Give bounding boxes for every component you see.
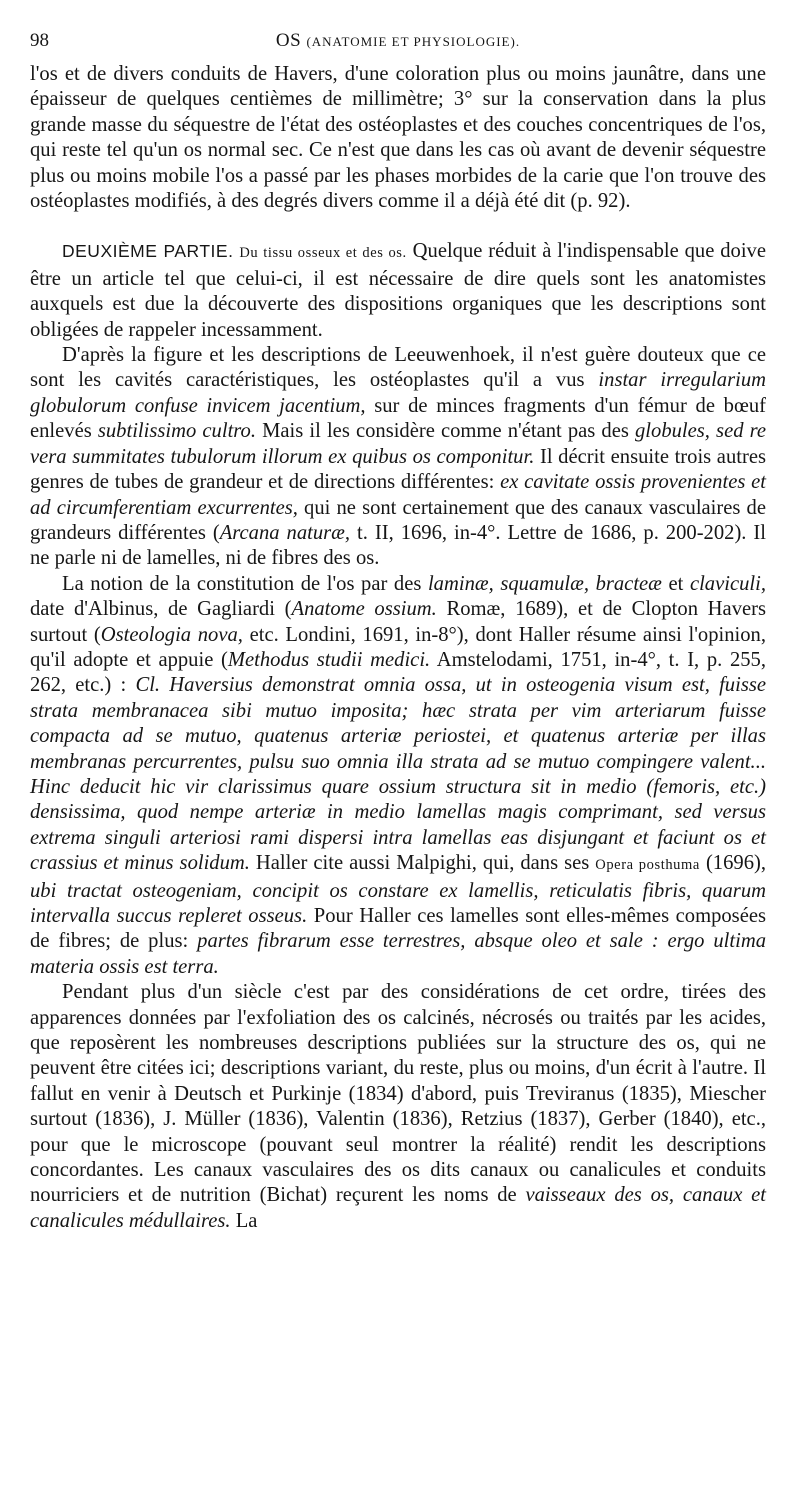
latin-quote: subtilissimo cultro. (97, 420, 256, 443)
text-run: Mais il les considère comme n'étant pas des (255, 420, 635, 443)
text-run: Pendant plus d'un siècle c'est par des considérations de cet ordre, tirées des apparences données par l'exfoliation des os calcinés, nécrosés ou traités par les acides, que reposèrent les nombreuses descriptions publiées sur la structure des os, qui ne peuvent être citées ici; descriptions variant, du reste, plus ou moins, d'un écrit à l'autre. Il fallut en venir à Deutsch et Purkinje (1834) d'abord, puis Treviranus (1835), Miescher surtout (1836), J. Müller (1836), Valentin (1836), Retzius (1837), Gerber (1840), etc., pour que le microscope (pouvant seul montrer la réalité) rendit les descriptions concordantes. Les canaux vasculaires des os dits canaux ou canalicules et conduits nourriciers et de nutrition (Bichat) reçurent les noms de (30, 981, 766, 1207)
page-number: 98 (30, 30, 49, 51)
text-run: qui ne sont certainement que des canaux vasculaires de grandeurs différentes ( (30, 496, 766, 544)
paragraph-sequestre (30, 62, 766, 214)
text-run: (1696), (699, 852, 766, 875)
book-title: Anatome ossium. (291, 598, 437, 621)
text-run: Amstelodami, 1751, in-4°, t. I, p. 255, 262, etc.) : (30, 648, 766, 697)
latin-quote: globules, sed re vera summitates tubulorum illorum ex quibus os componitur. (30, 420, 767, 468)
text-run: sur de minces fragments d'un fémur de bœuf enlevés (30, 394, 766, 443)
latin-quote: Cl. Haversius demonstrat omnia ossa, ut in osteogenia visum est, fuisse strata membranacea sibi mutuo imposita; hæc strata per vim arteriarum fuisse compacta ad se mutuo, quatenus arteriæ periostei, et quatenus arteriæ per illas membranas percurrentes, pulsu suo omnia illa strata ad se mutuo compingere valent... Hinc deducit hic vir clarissimus quare ossium structura sit in medio (femoris, etc.) densissima, quod nempe arteriæ in medio lamellas magis comprimant, sed versus extrema singuli arteriosi rami dispersi intra lamellas eas disjungant et faciunt os et crassius et minus solidum. (30, 674, 766, 875)
latin-quote: instar irregularium globulorum confuse invicem jacentium, (30, 369, 767, 417)
part-heading: DEUXIÈME PARTIE. (62, 241, 234, 262)
text-run: Haller cite aussi Malpighi, qui, dans ses (249, 852, 596, 875)
text-run: Quelque réduit à l'indispensable que doive être un article tel que celui-ci, il est nécessaire de dire quels sont les anatomistes auxquels est due la découverte des dispositions organiques que les descriptions sont obligées de rappeler incessamment. (30, 240, 766, 341)
part-spacer (30, 214, 766, 239)
book-title: Methodus studii medici. (227, 648, 431, 671)
text-run: l'os et de divers conduits de Havers, d'une coloration plus ou moins jaunâtre, dans une épaisseur de quelques centièmes de millimètre; 3° sur la conservation dans la plus grande masse du séquestre de l'état des ostéoplastes et des couches concentriques de l'os, qui reste tel qu'un os normal sec. Ce n'est que dans les cas où avant de devenir séquestre plus ou moins mobile l'os a passé par les phases morbides de la carie que l'on trouve des ostéoplastes modifiés, à des degrés divers comme il a déjà été dit (p. 92). (30, 63, 766, 213)
term-italic: vaisseaux des os, canaux et canalicules médullaires. (30, 1184, 766, 1232)
latin-term: laminæ, squamulæ, bracteæ (427, 572, 662, 595)
text-run: La notion de la constitution de l'os par des (62, 572, 428, 595)
latin-quote: ex cavitate ossis provenientes et ad circumferentiam excurrentes, (30, 471, 766, 519)
text-run: Romæ, 1689), et de Clopton Havers surtout ( (30, 598, 767, 646)
text-run: Il décrit ensuite trois autres genres de tubes de grandeur et de directions différentes: (30, 445, 766, 494)
book-title: Arcana naturæ, (219, 521, 351, 544)
latin-term: claviculi, (689, 572, 766, 595)
book-page (30, 22, 766, 1234)
book-title: Osteologia nova, (100, 623, 243, 646)
text-run: t. II, 1696, in-4°. Lettre de 1686, p. 200-202). Il ne parle ni de lamelles, ni de fibres des os. (30, 521, 767, 570)
text-run: D'après la figure et les descriptions de Leeuwenhoek, il n'est guère douteux que ce sont les cavités caractéristiques, les ostéoplastes qu'il a vus (30, 344, 766, 392)
paragraph-microscope-history (30, 980, 766, 1234)
paragraph-haller (30, 572, 766, 981)
running-title-sub: (ANATOMIE ET PHYSIOLOGIE). (306, 34, 521, 49)
text-run: date d'Albinus, de Gagliardi ( (30, 598, 292, 621)
running-title-main: OS (275, 30, 302, 51)
book-title-small-caps: Opera posthuma (595, 857, 700, 874)
latin-quote: partes fibrarum esse terrestres, absque oleo et sale : ergo ultima materia ossis est terra. (30, 930, 767, 978)
text-run: et (661, 572, 690, 595)
text-run: Pour Haller ces lamelles sont elles-mêmes composées de fibres; de plus: (30, 905, 766, 953)
part-subheading: Du tissu osseux et des os. (239, 245, 407, 262)
latin-quote: ubi tractat osteogeniam, concipit os constare ex lamellis, reticulatis fibris, quarum intervalla succus repleret osseus. (30, 879, 766, 927)
paragraph-deuxieme-partie (30, 239, 766, 343)
text-run: etc. Londini, 1691, in-8°), dont Haller résume ainsi l'opinion, qu'il adopte et appuie ( (30, 623, 766, 671)
running-head (30, 22, 766, 62)
running-title (30, 30, 766, 52)
paragraph-leeuwenhoek (30, 343, 766, 572)
text-run: La (230, 1209, 258, 1232)
